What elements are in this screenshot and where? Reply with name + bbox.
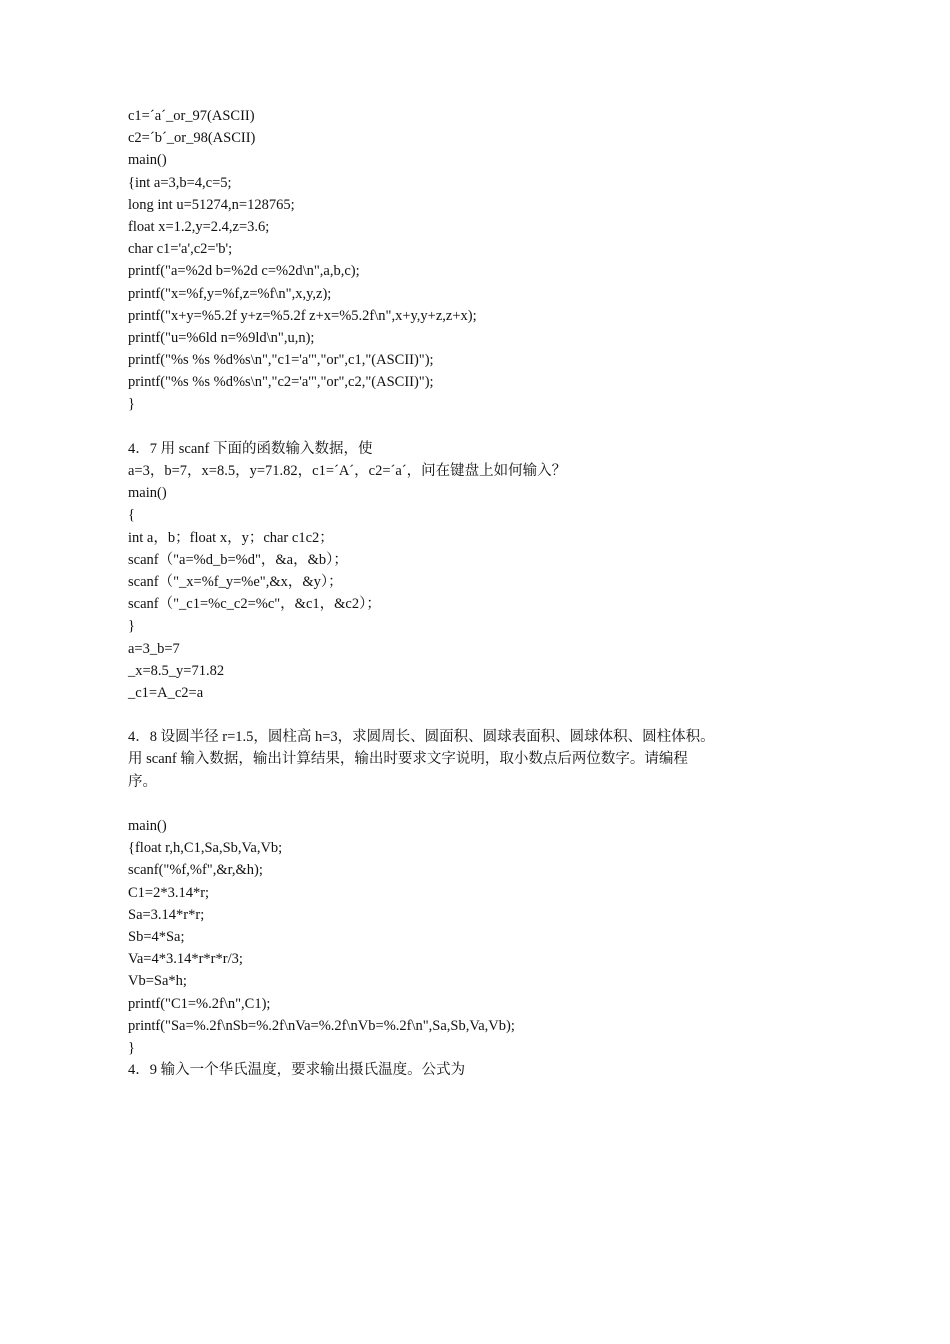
text-line: Sb=4*Sa; — [128, 928, 185, 945]
text-line: C1=2*3.14*r; — [128, 884, 210, 901]
text-line: printf("%s %s %d%s\n","c2='a'","or",c2,"(ASCII)"); — [128, 374, 434, 391]
text-line: {float r,h,C1,Sa,Sb,Va,Vb; — [128, 840, 283, 857]
text-line: Va=4*3.14*r*r*r/3; — [128, 951, 243, 968]
text-line: c1=´a´_or_97(ASCII) — [128, 108, 255, 124]
text-line: 序。 — [128, 773, 157, 790]
text-line: long int u=51274,n=128765; — [128, 196, 295, 213]
text-line: printf("u=%6ld n=%9ld\n",u,n); — [128, 329, 315, 346]
document-text-body — [128, 105, 828, 1081]
text-line: scanf（"_c1=%c_c2=%c"，&c1，&c2）； — [128, 596, 381, 613]
question-heading-4-7: 4．7 用 scanf 下面的函数输入数据，使 — [128, 440, 373, 457]
text-line: Vb=Sa*h; — [128, 973, 187, 990]
text-line: 用 scanf 输入数据，输出计算结果，输出时要求文字说明，取小数点后两位数字。请编程 — [128, 751, 688, 768]
text-line: int a，b；float x，y；char c1c2； — [128, 529, 334, 546]
text-line: { — [128, 507, 135, 524]
text-line: main() — [128, 152, 167, 169]
text-line: scanf（"a=%d_b=%d"，&a，&b）； — [128, 551, 348, 568]
text-line: printf("%s %s %d%s\n","c1='a'","or",c1,"(ASCII)"); — [128, 352, 434, 369]
text-line: printf("Sa=%.2f\nSb=%.2f\nVa=%.2f\nVb=%.2f\n",Sa,Sb,Va,Vb); — [128, 1017, 515, 1034]
text-line: Sa=3.14*r*r; — [128, 906, 205, 923]
question-heading-4-9: 4．9 输入一个华氏温度，要求输出摄氏温度。公式为 — [128, 1062, 466, 1079]
text-line: _x=8.5_y=71.82 — [128, 662, 225, 679]
text-line: } — [128, 396, 135, 413]
text-line: printf("x=%f,y=%f,z=%f\n",x,y,z); — [128, 285, 332, 302]
text-line: scanf("%f,%f",&r,&h); — [128, 862, 263, 879]
text-line: float x=1.2,y=2.4,z=3.6; — [128, 218, 270, 235]
blank-line — [128, 704, 828, 726]
text-line: } — [128, 1039, 135, 1056]
question-heading-4-8: 4．8 设圆半径 r=1.5，圆柱高 h=3，求圆周长、圆面积、圆球表面积、圆球体积、圆柱体积。 — [128, 729, 715, 746]
blank-line — [128, 416, 828, 438]
text-line: c2=´b´_or_98(ASCII) — [128, 130, 256, 147]
text-line: char c1='a',c2='b'; — [128, 241, 233, 258]
text-line: scanf（"_x=%f_y=%e",&x，&y）； — [128, 573, 343, 590]
text-line: _c1=A_c2=a — [128, 684, 204, 701]
text-line: {int a=3,b=4,c=5; — [128, 174, 232, 191]
text-line: a=3_b=7 — [128, 640, 180, 657]
text-line: printf("x+y=%5.2f y+z=%5.2f z+x=%5.2f\n",x+y,y+z,z+x); — [128, 307, 477, 324]
text-line: printf("C1=%.2f\n",C1); — [128, 995, 271, 1012]
blank-line — [128, 793, 828, 815]
text-line: a=3，b=7，x=8.5，y=71.82，c1=´A´，c2=´a´，问在键盘上如何输入？ — [128, 463, 567, 479]
text-line: main() — [128, 485, 167, 502]
text-line: main() — [128, 818, 167, 834]
text-line: } — [128, 618, 135, 635]
text-line: printf("a=%2d b=%2d c=%2d\n",a,b,c); — [128, 263, 360, 280]
